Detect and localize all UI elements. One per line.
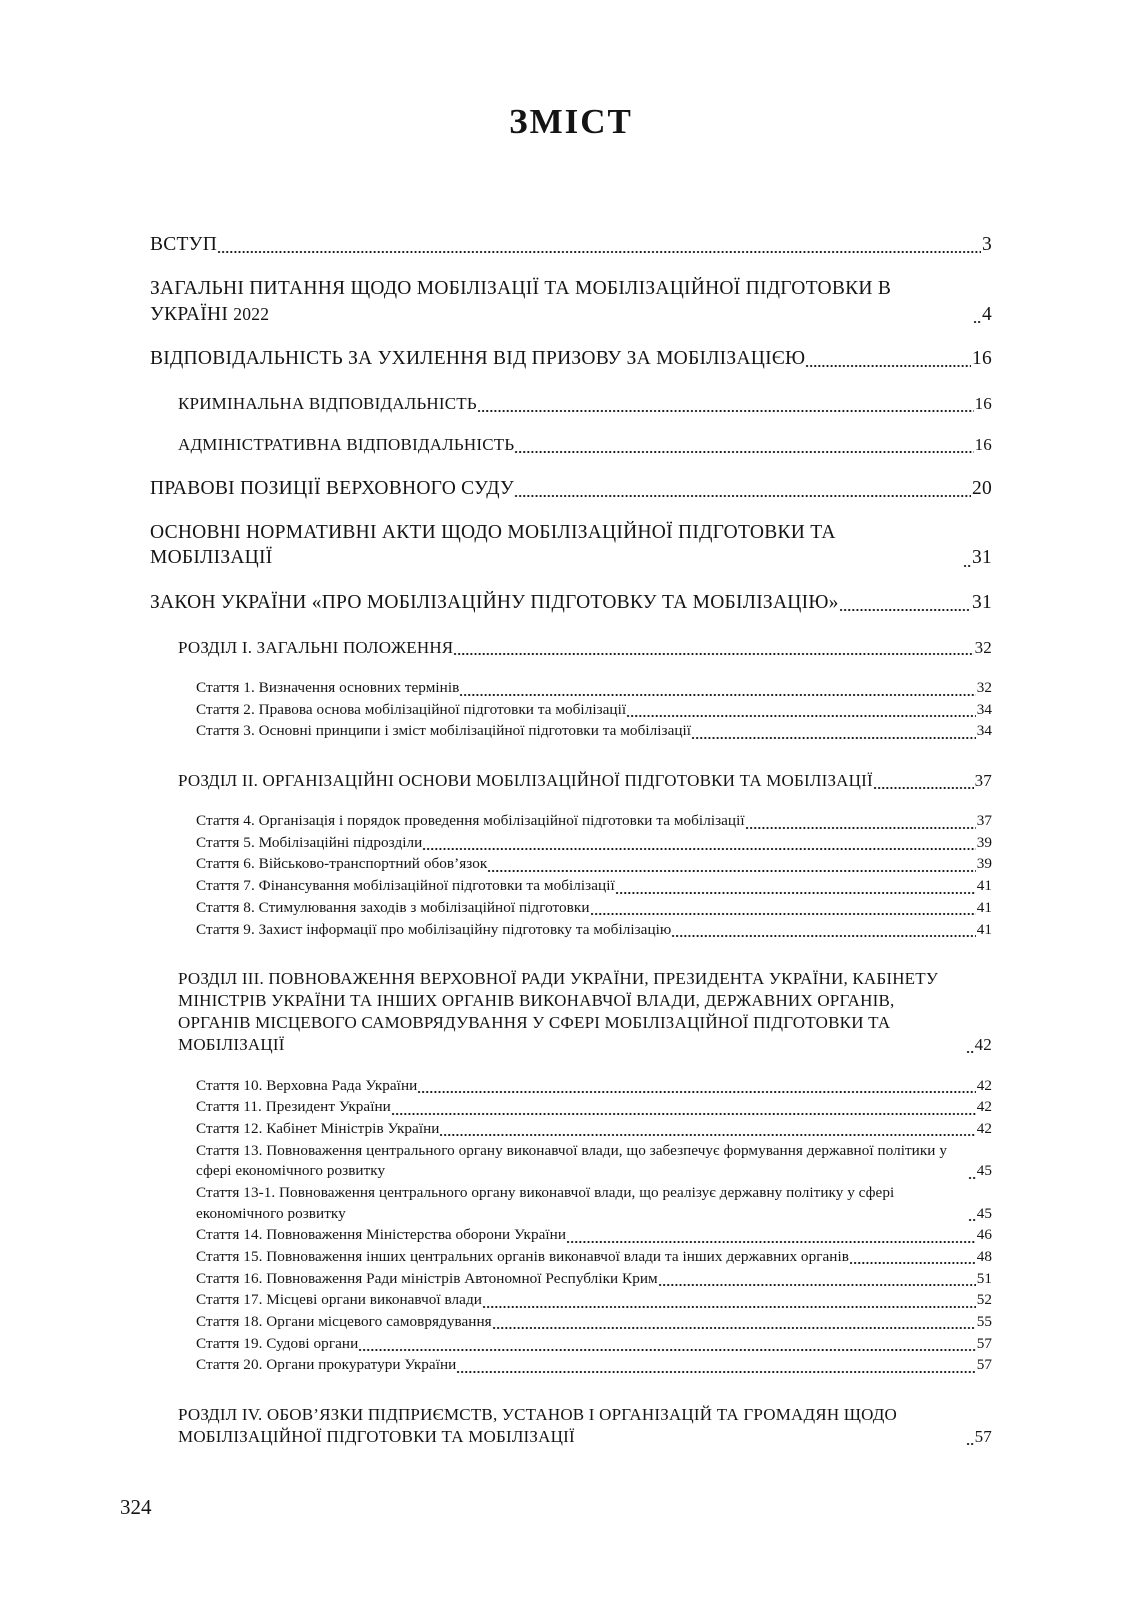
toc-entry-page-number: 3 (982, 234, 992, 255)
toc-entry-level-0[interactable] (150, 476, 992, 501)
toc-row (150, 476, 992, 501)
toc-entry-level-2[interactable] (196, 898, 992, 919)
dot-leader (217, 238, 981, 258)
toc-entry-label: Стаття 4. Організація і порядок проведення мобілізаційної підготовки та мобілізації (196, 812, 745, 830)
toc-entry-level-1[interactable] (178, 434, 992, 456)
toc-row (178, 1404, 992, 1448)
toc-entry-level-0[interactable] (150, 520, 992, 571)
toc-entry-level-2[interactable] (196, 700, 992, 721)
toc-row (196, 1076, 992, 1097)
toc-entry-label: Стаття 8. Стимулювання заходів з мобілізаційної підготовки (196, 898, 590, 916)
dot-leader (492, 1317, 976, 1332)
toc-entry-page-number: 41 (976, 920, 992, 938)
year-digits: 2022 (233, 303, 270, 324)
toc-row (196, 1141, 992, 1182)
toc-entry-level-2[interactable] (196, 854, 992, 875)
toc-entry-page-number: 51 (976, 1269, 992, 1287)
toc-entry-label: ВІДПОВІДАЛЬНІСТЬ ЗА УХИЛЕННЯ ВІД ПРИЗОВУ ЗА МОБІЛІЗАЦІЄЮ (150, 348, 806, 370)
toc-entry-label: Стаття 15. Повноваження інших центральних органів виконавчої влади та інших державних органів (196, 1247, 849, 1265)
toc-entry-page-number: 55 (976, 1312, 992, 1330)
dot-leader (456, 1361, 975, 1376)
toc-entry-page-number: 41 (976, 898, 992, 916)
toc-entry-page-number: 42 (976, 1098, 992, 1116)
toc-row (178, 434, 992, 456)
toc-row (150, 346, 992, 371)
dot-leader (671, 925, 975, 940)
dot-leader (439, 1124, 975, 1139)
toc-entry-label: Стаття 7. Фінансування мобілізаційної підготовки та мобілізації (196, 877, 615, 895)
toc-entry-label: Стаття 10. Верховна Рада України (196, 1076, 418, 1094)
toc-entry-level-0[interactable] (150, 346, 992, 371)
dot-leader (839, 595, 971, 615)
toc-entry-label: Стаття 13. Повноваження центрального органу виконавчої влади, що забезпечує формування державної політики у сфері економічного розвитку (196, 1141, 947, 1180)
toc-entry-level-2[interactable] (196, 833, 992, 854)
toc-entry-level-2[interactable] (196, 1183, 992, 1224)
dot-leader (417, 1081, 975, 1096)
toc-entry-page-number: 39 (976, 855, 992, 873)
dot-leader (514, 481, 971, 501)
toc-row (196, 898, 992, 919)
toc-row (150, 232, 992, 257)
toc-row (196, 854, 992, 875)
toc-entry-level-1[interactable] (178, 637, 992, 659)
toc-entry-level-2[interactable] (196, 811, 992, 832)
dot-leader (691, 727, 976, 742)
dot-leader (422, 838, 975, 853)
toc-row (150, 520, 992, 571)
toc-entry-label: Стаття 17. Місцеві органи виконавчої влади (196, 1291, 482, 1309)
toc-entry-label: Стаття 18. Органи місцевого самоврядування (196, 1312, 492, 1330)
toc-row (196, 700, 992, 721)
toc-entry-label: РОЗДІЛ IV. ОБОВ’ЯЗКИ ПІДПРИЄМСТВ, УСТАНОВ І ОРГАНІЗАЦІЙ ТА ГРОМАДЯН ЩОДО МОБІЛІЗАЦІЙНОЇ ПІДГОТОВКИ ТА МОБІЛІЗАЦІЇ (178, 1404, 898, 1447)
dot-leader (963, 551, 971, 571)
toc-entry-page-number: 45 (976, 1204, 992, 1222)
table-of-contents (150, 232, 992, 1467)
toc-entry-page-number: 16 (972, 348, 992, 370)
toc-entry-label: Стаття 2. Правова основа мобілізаційної підготовки та мобілізації (196, 700, 627, 718)
toc-entry-label: РОЗДІЛ III. ПОВНОВАЖЕННЯ ВЕРХОВНОЇ РАДИ УКРАЇНИ, ПРЕЗИДЕНТА УКРАЇНИ, КАБІНЕТУ МІНІСТРІВ УКРАЇНИ ТА ІНШИХ ОРГАНІВ ВИКОНАВЧОЇ ВЛАДИ, ДЕРЖАВНИХ ОРГАНІВ, ОРГАНІВ МІСЦЕВОГО САМОВРЯДУВАННЯ У СФЕРІ МОБІЛІЗАЦІЙНОЇ ПІДГОТОВКИ ТА МОБІЛІЗАЦІЇ (178, 969, 939, 1055)
toc-entry-level-1[interactable] (178, 1404, 992, 1448)
toc-entry-page-number: 52 (976, 1291, 992, 1309)
toc-entry-page-number: 31 (972, 591, 992, 613)
toc-entry-level-0[interactable] (150, 276, 992, 327)
dot-leader (873, 775, 974, 792)
toc-row (196, 876, 992, 897)
dot-leader (849, 1252, 976, 1267)
toc-row (178, 968, 992, 1056)
toc-entry-level-2[interactable] (196, 1119, 992, 1140)
toc-entry-page-number: 34 (976, 722, 992, 740)
toc-row (196, 811, 992, 832)
toc-entry-label: Стаття 13-1. Повноваження центрального органу виконавчої влади, що реалізує державну політику у сфері економічного розвитку (196, 1183, 895, 1222)
toc-entry-label: Стаття 12. Кабінет Міністрів України (196, 1119, 440, 1137)
toc-entry-label: ПРАВОВІ ПОЗИЦІЇ ВЕРХОВНОГО СУДУ (150, 477, 515, 499)
toc-row (196, 721, 992, 742)
dot-leader (805, 352, 971, 372)
toc-entry-level-2[interactable] (196, 1355, 992, 1376)
toc-entry-page-number: 48 (976, 1247, 992, 1265)
toc-entry-page-number: 4 (982, 303, 992, 325)
toc-entry-label: РОЗДІЛ II. ОРГАНІЗАЦІЙНІ ОСНОВИ МОБІЛІЗАЦІЙНОЇ ПІДГОТОВКИ ТА МОБІЛІЗАЦІЇ (178, 771, 873, 791)
dot-leader (477, 398, 974, 415)
dot-leader (391, 1103, 976, 1118)
toc-entry-level-1[interactable] (178, 968, 992, 1056)
dot-leader (658, 1274, 976, 1289)
toc-entry-level-2[interactable] (196, 1334, 992, 1355)
toc-row (196, 1355, 992, 1376)
toc-row (196, 1225, 992, 1246)
toc-entry-label: Стаття 14. Повноваження Міністерства оборони України (196, 1226, 567, 1244)
dot-leader (626, 705, 976, 720)
toc-entry-page-number: 42 (976, 1119, 992, 1137)
toc-entry-label: КРИМІНАЛЬНА ВІДПОВІДАЛЬНІСТЬ (178, 394, 477, 414)
toc-entry-label: Стаття 16. Повноваження Ради міністрів Автономної Республіки Крим (196, 1269, 658, 1287)
toc-entry-level-2[interactable] (196, 1269, 992, 1290)
dot-leader (514, 440, 973, 457)
toc-entry-label: ВСТУП (150, 234, 218, 255)
toc-row (178, 393, 992, 415)
toc-entry-label: Стаття 1. Визначення основних термінів (196, 679, 460, 697)
toc-entry-level-2[interactable] (196, 876, 992, 897)
toc-entry-page-number: 45 (976, 1162, 992, 1180)
toc-entry-label: Стаття 6. Військово-транспортний обов’язок (196, 855, 488, 873)
dot-leader (615, 882, 976, 897)
toc-entry-level-2[interactable] (196, 678, 992, 699)
folio-page-number: 324 (120, 1495, 152, 1519)
toc-entry-label: ЗАГАЛЬНІ ПИТАННЯ ЩОДО МОБІЛІЗАЦІЇ ТА МОБІЛІЗАЦІЙНОЇ ПІДГОТОВКИ В УКРАЇНІ 2022 (150, 278, 892, 325)
toc-entry-label: Стаття 9. Захист інформації про мобілізаційну підготовку та мобілізацію (196, 920, 672, 938)
toc-row (150, 276, 992, 327)
toc-entry-level-2[interactable] (196, 1290, 992, 1311)
toc-row (196, 1247, 992, 1268)
toc-entry-page-number: 16 (974, 435, 992, 455)
toc-entry-page-number: 57 (974, 1427, 992, 1447)
toc-entry-level-2[interactable] (196, 1312, 992, 1333)
toc-entry-page-number: 57 (976, 1334, 992, 1352)
toc-entry-page-number: 42 (974, 1035, 992, 1055)
dot-leader (968, 1167, 976, 1182)
toc-row (196, 678, 992, 699)
toc-entry-level-2[interactable] (196, 1076, 992, 1097)
toc-entry-label: ЗАКОН УКРАЇНИ «ПРО МОБІЛІЗАЦІЙНУ ПІДГОТОВКУ ТА МОБІЛІЗАЦІЮ» (150, 591, 839, 613)
toc-entry-level-2[interactable] (196, 721, 992, 742)
toc-row (196, 833, 992, 854)
toc-row (150, 590, 992, 615)
toc-entry-level-0[interactable] (150, 590, 992, 615)
toc-entry-page-number: 20 (972, 477, 992, 499)
toc-entry-level-0[interactable] (150, 232, 992, 257)
toc-entry-label: Стаття 20. Органи прокуратури України (196, 1356, 457, 1374)
dot-leader (968, 1209, 976, 1224)
dot-leader (453, 642, 973, 659)
toc-entry-level-1[interactable] (178, 393, 992, 415)
toc-entry-page-number: 31 (972, 547, 992, 569)
toc-entry-level-2[interactable] (196, 1247, 992, 1268)
toc-entry-label: Стаття 11. Президент України (196, 1098, 391, 1116)
toc-entry-label: Стаття 19. Судові органи (196, 1334, 359, 1352)
dot-leader (566, 1231, 976, 1246)
toc-entry-page-number: 16 (974, 394, 992, 414)
toc-entry-page-number: 32 (976, 679, 992, 697)
dot-leader (459, 684, 975, 699)
toc-entry-label: АДМІНІСТРАТИВНА ВІДПОВІДАЛЬНІСТЬ (178, 435, 515, 455)
toc-row (196, 1290, 992, 1311)
dot-leader (966, 1431, 974, 1448)
toc-entry-level-2[interactable] (196, 1097, 992, 1118)
toc-entry-page-number: 57 (976, 1356, 992, 1374)
toc-row (196, 1269, 992, 1290)
toc-row (196, 1097, 992, 1118)
toc-row (196, 1334, 992, 1355)
toc-row (178, 770, 992, 792)
toc-entry-page-number: 37 (976, 812, 992, 830)
toc-row (196, 920, 992, 941)
toc-entry-page-number: 37 (974, 771, 992, 791)
toc-entry-level-1[interactable] (178, 770, 992, 792)
toc-row (196, 1119, 992, 1140)
toc-entry-level-2[interactable] (196, 1225, 992, 1246)
dot-leader (973, 308, 981, 328)
dot-leader (745, 817, 976, 832)
toc-entry-page-number: 41 (976, 877, 992, 895)
toc-row (196, 1183, 992, 1224)
toc-entry-label: ОСНОВНІ НОРМАТИВНІ АКТИ ЩОДО МОБІЛІЗАЦІЙНОЇ ПІДГОТОВКИ ТА МОБІЛІЗАЦІЇ (150, 521, 836, 569)
toc-entry-page-number: 34 (976, 700, 992, 718)
toc-entry-label: Стаття 3. Основні принципи і зміст мобілізаційної підготовки та мобілізації (196, 722, 692, 740)
toc-entry-level-2[interactable] (196, 920, 992, 941)
dot-leader (966, 1040, 974, 1057)
toc-entry-page-number: 42 (976, 1076, 992, 1094)
dot-leader (482, 1296, 976, 1311)
dot-leader (487, 860, 975, 875)
toc-entry-page-number: 46 (976, 1226, 992, 1244)
dot-leader (358, 1339, 975, 1354)
toc-entry-page-number: 32 (974, 637, 992, 657)
toc-entry-page-number: 39 (976, 833, 992, 851)
page-title: ЗМІСТ (509, 102, 633, 141)
toc-entry-level-2[interactable] (196, 1141, 992, 1182)
dot-leader (590, 903, 976, 918)
toc-row (178, 637, 992, 659)
toc-entry-label: Стаття 5. Мобілізаційні підрозділи (196, 833, 423, 851)
toc-row (196, 1312, 992, 1333)
toc-entry-label: РОЗДІЛ I. ЗАГАЛЬНІ ПОЛОЖЕННЯ (178, 637, 454, 657)
